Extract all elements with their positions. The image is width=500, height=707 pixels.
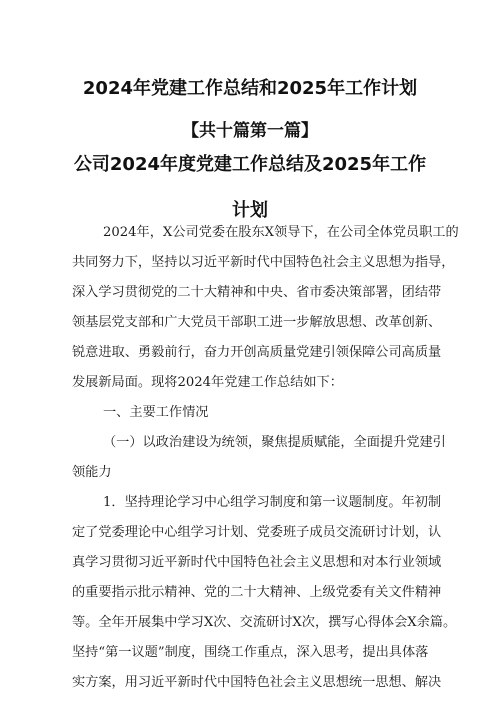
body-line: 共同努力下，坚持以习近平新时代中国特色社会主义思想为指导， — [72, 255, 455, 270]
body-line: 真学习贯彻习近平新时代中国特色社会主义思想和对本行业领域 — [72, 555, 442, 570]
body-line: 坚持“第一议题”制度，围绕工作重点，深入思考，提出具体落 — [72, 645, 429, 660]
body-line: 等。全年开展集中学习X次、交流研讨X次，撰写心得体会X余篇。 — [72, 615, 457, 630]
body-line: 发展新局面。现将2024年党建工作总结如下： — [72, 375, 343, 390]
article-title-line-2: 计划 — [232, 200, 268, 221]
body-line: 锐意进取、勇毅前行，奋力开创高质量党建引领保障公司高质量 — [72, 345, 442, 360]
body-line: 2024年，X公司党委在股东X领导下，在公司全体党员职工的 — [103, 225, 459, 240]
section-heading: 一、主要工作情况 — [103, 405, 209, 420]
body-line: 领基层党支部和广大党员干部职工进一步解放思想、改革创新、 — [72, 315, 442, 330]
document-title: 2024年党建工作总结和2025年工作计划 — [82, 78, 418, 99]
document-subtitle: 【共十篇第一篇】 — [182, 121, 318, 141]
body-line: 实方案，用习近平新时代中国特色社会主义思想统一思想、解决 — [72, 675, 442, 690]
body-line: 1．坚持理论学习中心组学习制度和第一议题制度。年初制 — [103, 495, 442, 510]
body-line: 深入学习贯彻党的二十大精神和中央、省市委决策部署，团结带 — [72, 285, 442, 300]
subsection-heading: 领能力 — [72, 465, 112, 480]
body-line: 的重要指示批示精神、党的二十大精神、上级党委有关文件精神 — [72, 585, 442, 600]
subsection-heading: （一）以政治建设为统领，聚焦提质赋能，全面提升党建引 — [103, 435, 446, 450]
body-line: 定了党委理论中心组学习计划、党委班子成员交流研讨计划，认 — [72, 525, 442, 540]
article-title-line-1: 公司2024年度党建工作总结及2025年工作 — [73, 154, 427, 175]
